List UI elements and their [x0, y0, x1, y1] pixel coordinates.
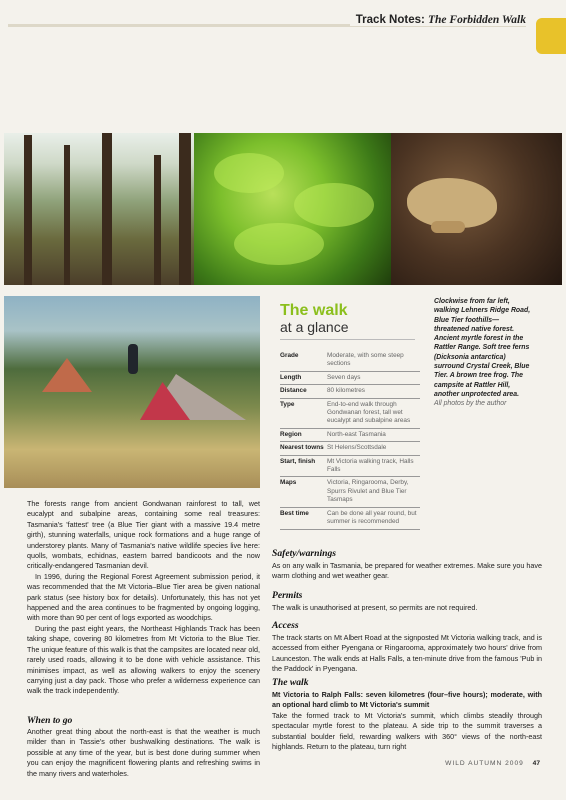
paragraph: In 1996, during the Regional Forest Agreement submission period, it was recommended that the Mt Victoria–Blue Tier area be given national park status (see history box for details). Unfortunately, this has not yet happened and the area continues to be fragmented by ongoing logging, with more than 90 per cent of logs exported as woodchips.: [27, 571, 260, 623]
safety-text: As on any walk in Tasmania, be prepared for weather extremes. Make sure you have warm clothing and wet weather gear.: [272, 561, 542, 581]
tree-fern-photo: [194, 133, 391, 285]
intro-text: [27, 499, 260, 697]
walk-heading: The walk: [272, 677, 309, 688]
permits-heading: Permits: [272, 590, 303, 601]
header-article-title: The Forbidden Walk: [428, 14, 526, 26]
glance-title: The walk: [280, 302, 348, 319]
walk-stage-lead: Mt Victoria to Ralph Falls: seven kilometres (four–five hours); moderate, with an optional hard climb to Mt Victoria's summit: [272, 690, 542, 710]
tree-frog-photo: [391, 133, 562, 285]
glance-row: Start, finish Mt Victoria walking track, Halls Falls: [280, 456, 420, 478]
glance-subtitle: at a glance: [280, 319, 349, 335]
photo-credit: All photos by the author: [434, 400, 507, 408]
when-to-go-text: Another great thing about the north-east is that the weather is much milder than in Tassie's other bushwalking destinations. The walk is possible at any time of the year, but is best done during summer when you can enjoy the magnificent flowering plants and refreshing swims in the many rivers and waterholes.: [27, 727, 260, 778]
access-text: The track starts on Mt Albert Road at the signposted Mt Victoria walking track, and is accessed from either Pyengana or Ringarooma, approximately two hours' drive from Launceston. The walk ends at Halls Falls, a ten-minute drive from the famous 'Pub in the Paddock' in Pyengana.: [272, 633, 542, 674]
glance-row: Distance 80 kilometres: [280, 385, 420, 398]
paragraph: During the past eight years, the Northeast Highlands Track has been taking shape, covering 80 kilometres from Mt Victoria to the Blue Tier. The unique feature of this walk is that the campsites are located near old, rarely used roads, allowing it to be done with vehicle assistance. This minimises impact, as well as allowing walkers to enjoy the scenery carrying just a day pack. Those who prefer a wilderness experience can walk the track independently.: [27, 623, 260, 696]
glance-row: Grade Moderate, with some steep sections: [280, 350, 420, 372]
page-footer: [445, 760, 540, 767]
campsite-photo: [4, 296, 260, 488]
access-heading: Access: [272, 620, 299, 631]
header-title: [350, 14, 526, 26]
running-header: [0, 10, 566, 40]
page-number: 47: [532, 760, 540, 767]
glance-row: Best time Can be done all year round, but summer is recommended: [280, 508, 420, 530]
photo-caption: [434, 297, 534, 409]
glance-table: [280, 350, 420, 530]
caption-text: Clockwise from far left, walking Lehners Ridge Road, Blue Tier foothills—threatened native forest. Ancient myrtle forest in the Rattler Range. Soft tree ferns (Dicksonia antarctica) surround Crystal Creek, Blue Tier. A brown tree frog. The campsite at Rattler Hill, another unprotected area.: [434, 298, 531, 398]
glance-row: Length Seven days: [280, 372, 420, 385]
forest-road-photo: [4, 133, 194, 285]
magazine-issue: WILD AUTUMN 2009: [445, 760, 524, 767]
glance-rule: [280, 339, 415, 340]
safety-heading: Safety/warnings: [272, 548, 336, 559]
when-to-go-heading: When to go: [27, 715, 73, 726]
permits-text: The walk is unauthorised at present, so permits are not required.: [272, 603, 478, 612]
header-section: Track Notes:: [355, 14, 425, 26]
glance-row: Maps Victoria, Ringarooma, Derby, Spurrs Rivulet and Blue Tier Tasmaps: [280, 477, 420, 507]
page-tab: [536, 18, 566, 54]
glance-row: Nearest towns St Helens/Scottsdale: [280, 442, 420, 455]
walk-text: [272, 690, 542, 752]
glance-row: Region North-east Tasmania: [280, 429, 420, 442]
paragraph: The forests range from ancient Gondwanan rainforest to tall, wet eucalypt and subalpine areas, containing some real treasures: Tasmania's 'fattest' tree (a Blue Tier giant with a massive 19.4 metre girth), stunning waterfalls, unique rock formations and a huge range of understorey plants. Many of Tasmania's native wildlife species live here: quolls, wombats, echidnas, eastern barred bandicoots and the now critically-endangered Tasmanian devil.: [27, 499, 260, 571]
walk-stage-text: Take the formed track to Mt Victoria's summit, which climbs steadily through spectacular myrtle forest to the plateau. A side trip to the summit traverses a substantial boulder field, rewarding walkers with 360° views of the north-east highlands. Return to the plateau, turn right: [272, 710, 542, 752]
glance-row: Type End-to-end walk through Gondwanan forest, tall wet eucalypt and subalpine areas: [280, 399, 420, 429]
